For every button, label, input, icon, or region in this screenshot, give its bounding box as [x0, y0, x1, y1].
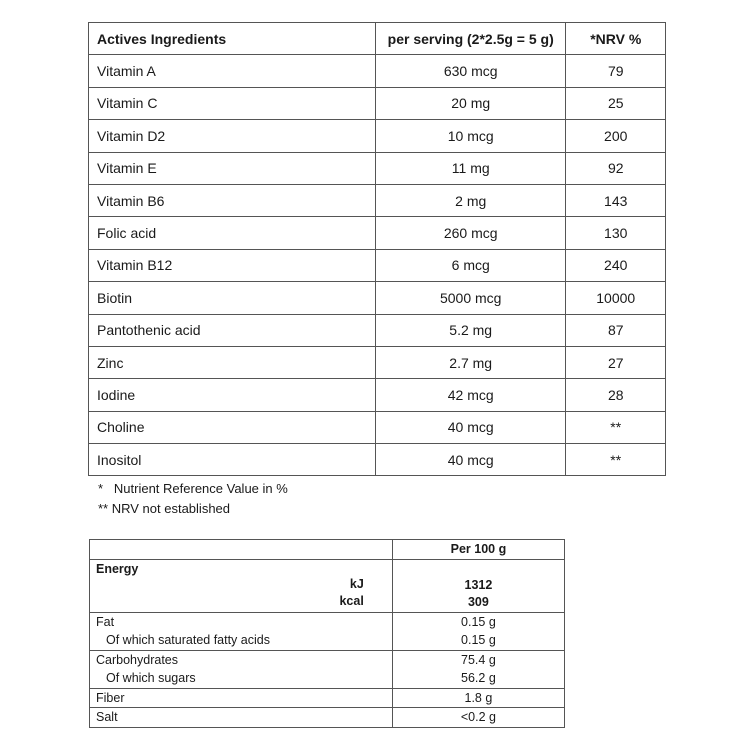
ingredient-nrv: 130: [566, 217, 666, 249]
nutrient-value: 0.15 g: [392, 631, 564, 650]
table-header-row: [89, 23, 666, 55]
nutrient-label: Fat: [90, 612, 393, 631]
energy-value-kcal: 309: [467, 595, 489, 609]
table-row: [89, 379, 666, 411]
ingredient-name: Inositol: [89, 444, 376, 476]
ingredient-name: Vitamin B6: [89, 184, 376, 216]
ingredient-nrv: 200: [566, 120, 666, 152]
energy-unit-kj: kJ: [349, 576, 364, 591]
ingredient-name: Vitamin E: [89, 152, 376, 184]
table-row: [90, 688, 565, 708]
table-row: [90, 669, 565, 688]
nutrition-header-per-100g: Per 100 g: [392, 540, 564, 560]
ingredient-amount: 2 mg: [375, 184, 566, 216]
ingredient-nrv: 25: [566, 87, 666, 119]
energy-label-cell: [90, 559, 393, 612]
ingredient-nrv: 27: [566, 346, 666, 378]
header-per-serving: per serving (2*2.5g = 5 g): [375, 23, 566, 55]
energy-row: [90, 559, 565, 612]
ingredient-nrv: 92: [566, 152, 666, 184]
nutrient-label: Of which sugars: [90, 669, 393, 688]
header-ingredient: Actives Ingredients: [89, 23, 376, 55]
nutrition-table: [89, 539, 565, 728]
table-row: [90, 650, 565, 669]
ingredient-amount: 10 mcg: [375, 120, 566, 152]
nutrient-label: Fiber: [90, 688, 393, 708]
table-row: [89, 282, 666, 314]
ingredient-name: Vitamin C: [89, 87, 376, 119]
table-row: [89, 55, 666, 87]
nutrient-label: Salt: [90, 708, 393, 728]
ingredient-name: Choline: [89, 411, 376, 443]
table-row: [90, 631, 565, 650]
table-row: [89, 87, 666, 119]
ingredient-name: Biotin: [89, 282, 376, 314]
nutrient-value: 1.8 g: [392, 688, 564, 708]
actives-ingredients-table: [88, 22, 666, 476]
ingredient-amount: 2.7 mg: [375, 346, 566, 378]
ingredient-amount: 6 mcg: [375, 249, 566, 281]
ingredient-amount: 5000 mcg: [375, 282, 566, 314]
nutrition-header-row: [90, 540, 565, 560]
table-row: [90, 612, 565, 631]
nutrient-value: 75.4 g: [392, 650, 564, 669]
nutrient-value: 56.2 g: [392, 669, 564, 688]
ingredient-nrv: 10000: [566, 282, 666, 314]
header-nrv: *NRV %: [566, 23, 666, 55]
table-row: [89, 314, 666, 346]
ingredient-name: Vitamin D2: [89, 120, 376, 152]
ingredient-amount: 630 mcg: [375, 55, 566, 87]
ingredient-amount: 20 mg: [375, 87, 566, 119]
table-row: [89, 217, 666, 249]
nutrient-label: Carbohydrates: [90, 650, 393, 669]
ingredient-amount: 11 mg: [375, 152, 566, 184]
table-row: [89, 411, 666, 443]
ingredient-amount: 260 mcg: [375, 217, 566, 249]
ingredient-amount: 40 mcg: [375, 411, 566, 443]
ingredient-name: Zinc: [89, 346, 376, 378]
ingredient-nrv: 143: [566, 184, 666, 216]
ingredient-name: Folic acid: [89, 217, 376, 249]
ingredient-name: Pantothenic acid: [89, 314, 376, 346]
ingredient-nrv: 28: [566, 379, 666, 411]
nutrient-value: 0.15 g: [392, 612, 564, 631]
table-row: [89, 120, 666, 152]
table-row: [89, 444, 666, 476]
ingredient-nrv: **: [566, 411, 666, 443]
table-row: [89, 152, 666, 184]
table-row: [89, 249, 666, 281]
table-row: [89, 184, 666, 216]
ingredient-name: Vitamin A: [89, 55, 376, 87]
ingredient-nrv: **: [566, 444, 666, 476]
nutrition-header-blank: [90, 540, 393, 560]
table-row: [89, 346, 666, 378]
energy-value-kj: 1312: [464, 578, 493, 592]
ingredient-amount: 5.2 mg: [375, 314, 566, 346]
nutrient-value: <0.2 g: [392, 708, 564, 728]
ingredient-nrv: 87: [566, 314, 666, 346]
footnote-nrv: * Nutrient Reference Value in %: [98, 481, 288, 496]
nutrient-label: Of which saturated fatty acids: [90, 631, 393, 650]
ingredient-name: Iodine: [89, 379, 376, 411]
ingredient-nrv: 240: [566, 249, 666, 281]
energy-label: Energy: [96, 561, 139, 576]
energy-values-cell: [392, 559, 564, 612]
footnote-not-established: ** NRV not established: [98, 501, 231, 516]
energy-unit-kcal: kcal: [339, 593, 364, 608]
ingredient-amount: 40 mcg: [375, 444, 566, 476]
ingredient-nrv: 79: [566, 55, 666, 87]
ingredient-amount: 42 mcg: [375, 379, 566, 411]
ingredient-name: Vitamin B12: [89, 249, 376, 281]
table-row: [90, 708, 565, 728]
